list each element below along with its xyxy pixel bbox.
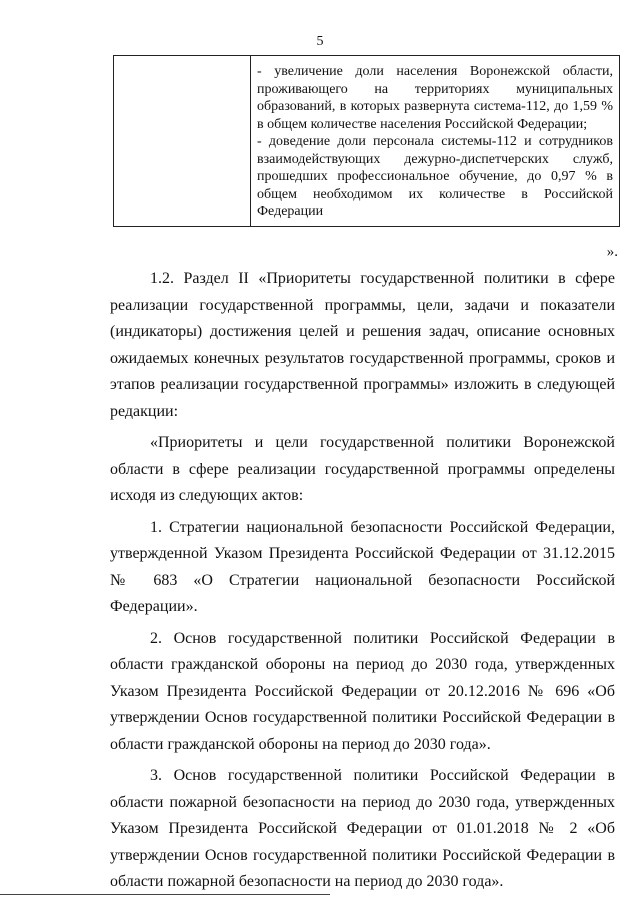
paragraph-act-2: 2. Основ государственной политики Российской Федерации в области гражданской обороны на период до 2030 года, утвержденных Указом Президента Российской Федерации от 20.12.2016 № 696 «Об утверждении Основ государственной политики Российской Федерации в области гражданской обороны на период до 2030 года». [110, 629, 615, 753]
paragraph-act-3: 3. Основ государственной политики Российской Федерации в области пожарной безопасности на период до 2030 года, утвержденных Указом Президента Российской Федерации от 01.01.2018 № 2 «Об утверждении Основ государственной политики Российской Федерации в области пожарной безопасности на период до 2030 года». [110, 767, 615, 890]
table-row [114, 56, 620, 227]
indicator-item: - увеличение доли населения Воронежской области, проживающего на территориях муниципальных образований, в которых развернута система-112, до 1,59 % в общем количестве населения Российской Федерации; [257, 64, 613, 132]
paragraph-1-2: 1.2. Раздел II «Приоритеты государственной политики в сфере реализации государственной программы, цели, задачи и показатели (индикаторы) достижения целей и решения задач, описание основных ожидаемых конечных результатов государственной программы, сроков и этапов реализации государственной программы» изложить в следующей редакции: [110, 270, 615, 420]
document-body [110, 266, 615, 901]
footer-rule [0, 894, 330, 895]
paragraph-act-1: 1. Стратегии национальной безопасности Российской Федерации, утвержденной Указом Президента Российской Федерации от 31.12.2015 № 683 «О Стратегии национальной безопасности Российской Федерации». [110, 518, 615, 615]
indicator-item: - доведение доли персонала системы-112 и сотрудников взаимодействующих дежурно-диспетчерских служб, прошедших профессиональное обучение, до 0,97 % в общем необходимом их количестве в Российской Федерации [257, 134, 613, 219]
table-cell-indicators [251, 56, 620, 227]
table-cell-empty [114, 56, 251, 227]
table-continuation [113, 55, 620, 227]
page-number: 5 [316, 34, 324, 49]
paragraph-priorities-intro: «Приоритеты и цели государственной политики Воронежской области в сфере реализации государственной программы определены исходя из следующих актов: [110, 434, 615, 504]
closing-quote: ». [606, 244, 618, 260]
